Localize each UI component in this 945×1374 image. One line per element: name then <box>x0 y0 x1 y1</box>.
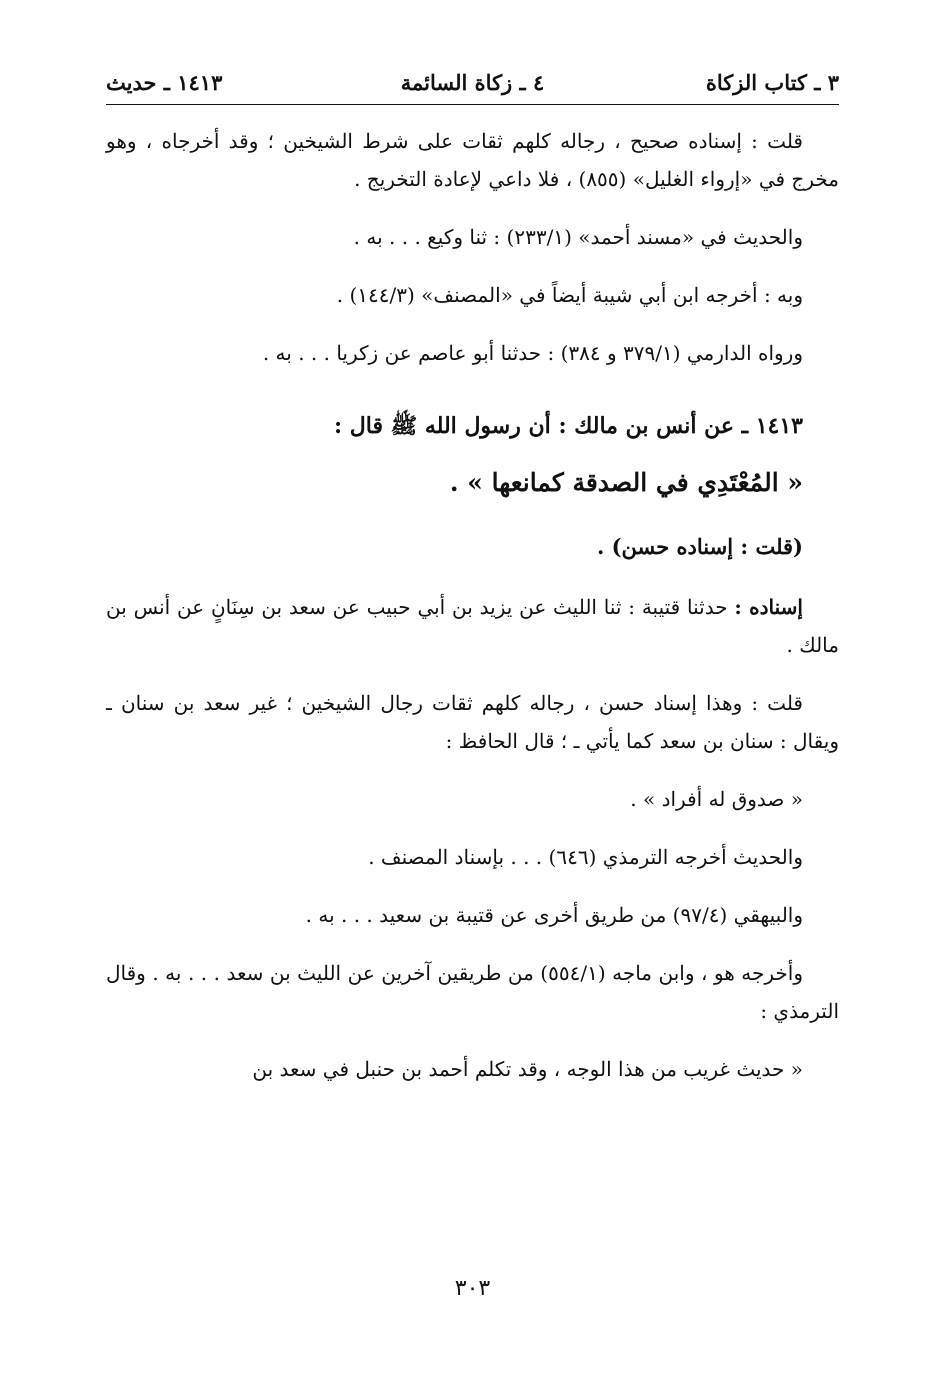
hadith-heading: ١٤١٣ ـ عن أنس بن مالك : أن رسول الله ﷺ قال : <box>334 413 803 439</box>
page-body <box>106 122 839 1108</box>
paragraph-ahmad: والحديث في «مسند أحمد» (٢٣٣/١) : ثنا وكيع . . . به . <box>353 225 803 249</box>
hadith-matn: « المُعْتَدِي في الصدقة كمانعها » . <box>449 468 803 497</box>
commentary-paragraph: قلت : وهذا إسناد حسن ، رجاله كلهم ثقات رجال الشيخين ؛ غير سعد بن سنان ـ ويقال : سنان بن سعد كما يأتي ـ ؛ قال الحافظ : <box>106 691 839 753</box>
commentary-paragraph: والبيهقي (٩٧/٤) من طريق أخرى عن قتيبة بن سعيد . . . به . <box>305 903 803 927</box>
header-book-title: ٣ ـ كتاب الزكاة <box>705 70 839 95</box>
running-header <box>106 66 839 102</box>
paragraph-darimi: ورواه الدارمي (٣٧٩/١ و ٣٨٤) : حدثنا أبو عاصم عن زكريا . . . به . <box>262 341 803 365</box>
header-hadith-number: ١٤١٣ ـ حديث <box>106 70 223 95</box>
isnad-text: حدثنا قتيبة : ثنا الليث عن يزيد بن أبي حبيب عن سعد بن سِنَانٍ عن أنس بن مالك . <box>106 595 839 657</box>
paragraph-ibn-abi-shaybah: وبه : أخرجه ابن أبي شيبة أيضاً في «المصنف» (١٤٤/٣) . <box>336 283 803 307</box>
commentary-paragraph: « حديث غريب من هذا الوجه ، وقد تكلم أحمد بن حنبل في سعد بن <box>252 1057 803 1081</box>
header-rule <box>106 104 839 105</box>
paragraph-previous-note: قلت : إسناده صحيح ، رجاله كلهم ثقات على شرط الشيخين ؛ وقد أخرجاه ، وهو مخرج في «إرواء الغليل» (٨٥٥) ، فلا داعي لإعادة التخريج . <box>106 129 839 191</box>
commentary-paragraph: « صدوق له أفراد » . <box>630 787 803 811</box>
hadith-grade: (قلت : إسناده حسن) . <box>596 534 803 559</box>
isnad-label: إسناده : <box>734 595 803 619</box>
commentary-paragraph: وأخرجه هو ، وابن ماجه (٥٥٤/١) من طريقين آخرين عن الليث بن سعد . . . به . وقال الترمذي : <box>106 961 839 1023</box>
isnad-paragraph <box>106 588 839 664</box>
header-chapter-title: ٤ ـ زكاة السائمة <box>400 70 545 95</box>
commentary-paragraph: والحديث أخرجه الترمذي (٦٤٦) . . . بإسناد المصنف . <box>368 845 803 869</box>
page-number: ٣٠٣ <box>454 1276 491 1301</box>
